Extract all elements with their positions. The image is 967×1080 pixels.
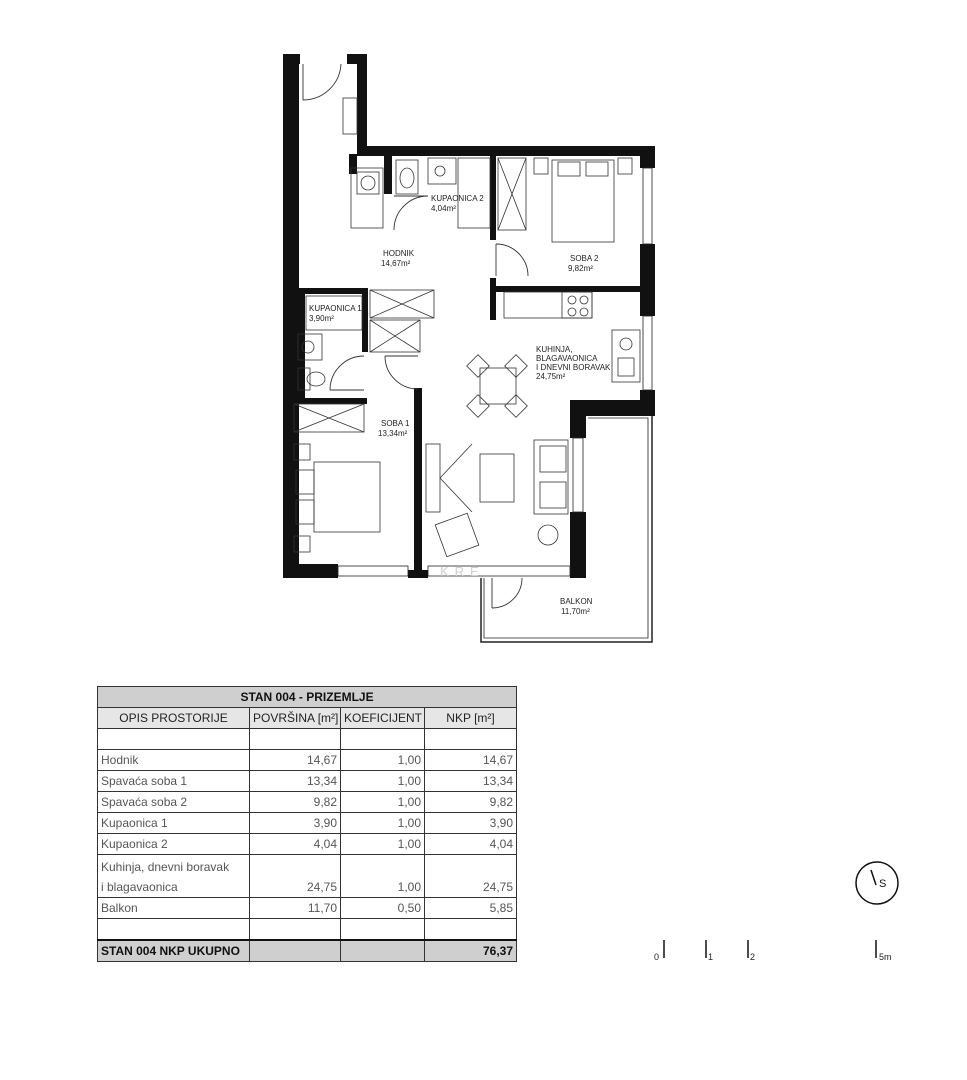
row-coef: 1,00 xyxy=(341,855,425,898)
row-coef: 1,00 xyxy=(341,750,425,771)
row-name: Balkon xyxy=(98,898,250,919)
table-title-row xyxy=(98,687,517,708)
row-area: 9,82 xyxy=(250,792,341,813)
watermark-text: KRE xyxy=(440,564,485,579)
fixtures xyxy=(294,98,640,557)
row-name-line-1: Kuhinja, dnevni boravak xyxy=(101,860,230,874)
row-area: 14,67 xyxy=(250,750,341,771)
svg-text:SOBA 1: SOBA 1 xyxy=(381,419,410,428)
table-row xyxy=(98,771,517,792)
scale-label-0: 0 xyxy=(654,952,660,962)
room-label-soba-1 xyxy=(378,419,410,438)
row-name: Kupaonica 2 xyxy=(98,834,250,855)
row-area: 24,75 xyxy=(250,855,341,898)
scale-label-2: 2 xyxy=(750,952,756,962)
scale-label-5m: 5m xyxy=(879,952,892,962)
table-blank-row xyxy=(98,919,517,941)
row-area: 13,34 xyxy=(250,771,341,792)
row-name xyxy=(98,855,250,898)
row-name: Kupaonica 1 xyxy=(98,813,250,834)
row-area: 3,90 xyxy=(250,813,341,834)
svg-text:KUPAONICA 2: KUPAONICA 2 xyxy=(431,194,484,203)
row-coef: 1,00 xyxy=(341,792,425,813)
table-title: STAN 004 - PRIZEMLJE xyxy=(98,687,517,708)
table-blank-row xyxy=(98,729,517,750)
room-label-balkon xyxy=(560,597,593,616)
compass-label: S xyxy=(879,878,887,890)
svg-text:24,75m²: 24,75m² xyxy=(536,372,566,381)
header-opis: OPIS PROSTORIJE xyxy=(98,708,250,729)
room-label-hodnik xyxy=(381,249,415,268)
svg-text:SOBA 2: SOBA 2 xyxy=(570,254,599,263)
compass xyxy=(852,858,902,908)
table-row xyxy=(98,813,517,834)
row-nkp: 3,90 xyxy=(425,813,517,834)
table-row xyxy=(98,750,517,771)
svg-text:14,67m²: 14,67m² xyxy=(381,259,411,268)
area-table xyxy=(97,686,517,962)
row-name: Spavaća soba 2 xyxy=(98,792,250,813)
header-nkp: NKP [m²] xyxy=(425,708,517,729)
scale-label-1: 1 xyxy=(708,952,714,962)
row-nkp: 9,82 xyxy=(425,792,517,813)
row-coef: 0,50 xyxy=(341,898,425,919)
svg-text:KUHINJA,: KUHINJA, xyxy=(536,345,573,354)
row-area: 11,70 xyxy=(250,898,341,919)
total-label: STAN 004 NKP UKUPNO xyxy=(98,940,250,962)
svg-text:3,90m²: 3,90m² xyxy=(309,314,334,323)
row-nkp: 13,34 xyxy=(425,771,517,792)
scale-bar xyxy=(650,936,910,966)
room-label-kupaonica-1 xyxy=(309,304,362,323)
table-total-row xyxy=(98,940,517,962)
svg-text:KUPAONICA 1: KUPAONICA 1 xyxy=(309,304,362,313)
row-coef: 1,00 xyxy=(341,771,425,792)
table-header-row xyxy=(98,708,517,729)
svg-text:HODNIK: HODNIK xyxy=(383,249,415,258)
header-koeficijent: KOEFICIJENT xyxy=(341,708,425,729)
row-area: 4,04 xyxy=(250,834,341,855)
svg-text:I DNEVNI BORAVAK: I DNEVNI BORAVAK xyxy=(536,363,611,372)
row-nkp: 4,04 xyxy=(425,834,517,855)
row-name-line-2: i blagavaonica xyxy=(101,880,178,894)
row-coef: 1,00 xyxy=(341,834,425,855)
row-nkp: 14,67 xyxy=(425,750,517,771)
compass-needle-icon xyxy=(871,870,876,885)
svg-text:BLAGAVAONICA: BLAGAVAONICA xyxy=(536,354,598,363)
svg-text:11,70m²: 11,70m² xyxy=(561,607,590,616)
header-povrsina: POVRŠINA [m²] xyxy=(250,708,341,729)
svg-text:BALKON: BALKON xyxy=(560,597,593,606)
exterior-walls xyxy=(283,54,655,578)
table-row xyxy=(98,792,517,813)
table-row xyxy=(98,855,517,898)
row-name: Spavaća soba 1 xyxy=(98,771,250,792)
room-label-soba-2 xyxy=(568,254,599,273)
svg-text:4,04m²: 4,04m² xyxy=(431,204,456,213)
table-row xyxy=(98,834,517,855)
row-nkp: 24,75 xyxy=(425,855,517,898)
total-value: 76,37 xyxy=(425,940,517,962)
row-nkp: 5,85 xyxy=(425,898,517,919)
row-name: Hodnik xyxy=(98,750,250,771)
table-row xyxy=(98,898,517,919)
svg-text:9,82m²: 9,82m² xyxy=(568,264,593,273)
svg-text:13,34m²: 13,34m² xyxy=(378,429,408,438)
row-coef: 1,00 xyxy=(341,813,425,834)
room-label-kuhinja xyxy=(536,345,611,381)
compass-circle-icon xyxy=(856,862,898,904)
